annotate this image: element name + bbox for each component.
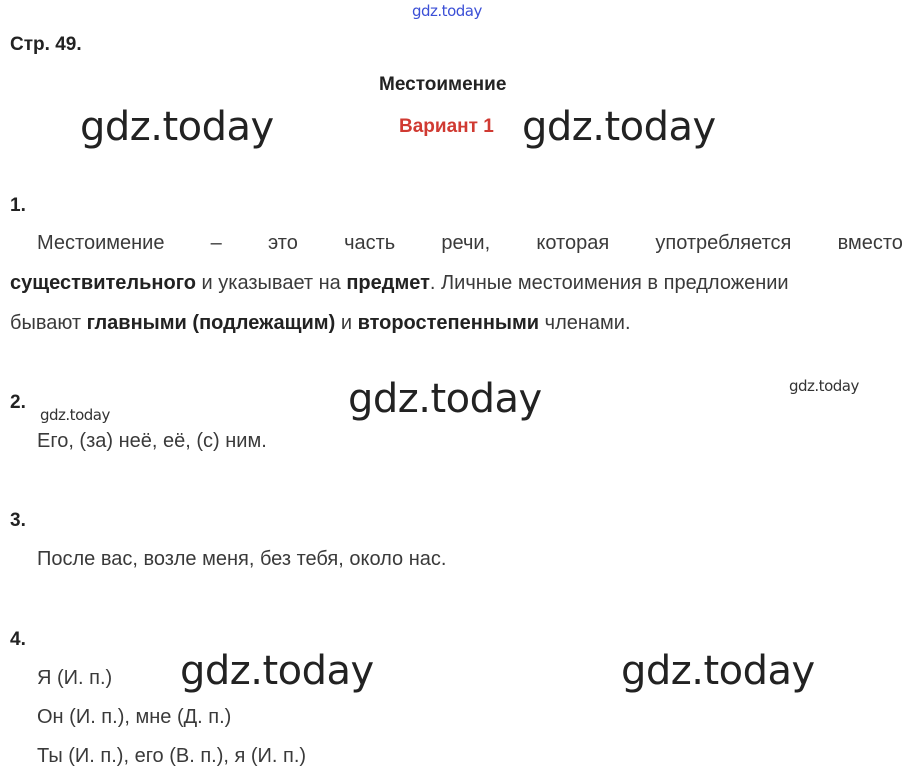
watermark-big-4: gdz.today <box>180 648 374 694</box>
topic-title: Местоимение <box>379 74 507 95</box>
task-3-answer: После вас, возле меня, без тебя, около нас. <box>37 548 447 570</box>
watermark-big-2: gdz.today <box>522 104 716 150</box>
text: и <box>335 312 358 334</box>
word: которая <box>536 232 610 254</box>
bold-term: предмет <box>346 272 430 294</box>
text: членами. <box>539 312 631 334</box>
word: это <box>268 232 298 254</box>
text: бывают <box>10 312 87 334</box>
word: употребляется <box>655 232 792 254</box>
bold-term: существительного <box>10 272 196 294</box>
task-4-number: 4. <box>10 629 26 650</box>
text: и указывает на <box>196 272 347 294</box>
task-1-line-3 <box>10 312 631 335</box>
watermark-top: gdz.today <box>412 2 482 20</box>
task-3-number: 3. <box>10 510 26 531</box>
watermark-big-3: gdz.today <box>348 376 542 422</box>
word: часть <box>344 232 396 254</box>
task-2-answer: Его, (за) неё, её, (с) ним. <box>37 430 267 452</box>
watermark-small-2: gdz.today <box>40 406 110 424</box>
bold-term: второстепенными <box>357 312 540 334</box>
watermark-small-1: gdz.today <box>789 377 859 395</box>
watermark-big-1: gdz.today <box>80 104 274 150</box>
variant-label: Вариант 1 <box>399 116 494 137</box>
task-1-line-2 <box>10 272 789 295</box>
task-4-line-3: Ты (И. п.), его (В. п.), я (И. п.) <box>37 745 307 767</box>
word: Местоимение <box>37 232 165 254</box>
word: вместо <box>837 232 903 254</box>
page-number: Стр. 49. <box>10 34 82 55</box>
word: речи, <box>441 232 491 254</box>
word: – <box>210 232 222 254</box>
text: . Личные местоимения в предложении <box>429 272 789 294</box>
task-2-number: 2. <box>10 392 26 413</box>
bold-term: главными (подлежащим) <box>86 312 336 334</box>
task-4-line-2: Он (И. п.), мне (Д. п.) <box>37 706 232 728</box>
task-1-line-1 <box>37 232 903 255</box>
task-1-number: 1. <box>10 195 26 216</box>
task-4-line-1: Я (И. п.) <box>37 667 113 689</box>
watermark-big-5: gdz.today <box>621 648 815 694</box>
